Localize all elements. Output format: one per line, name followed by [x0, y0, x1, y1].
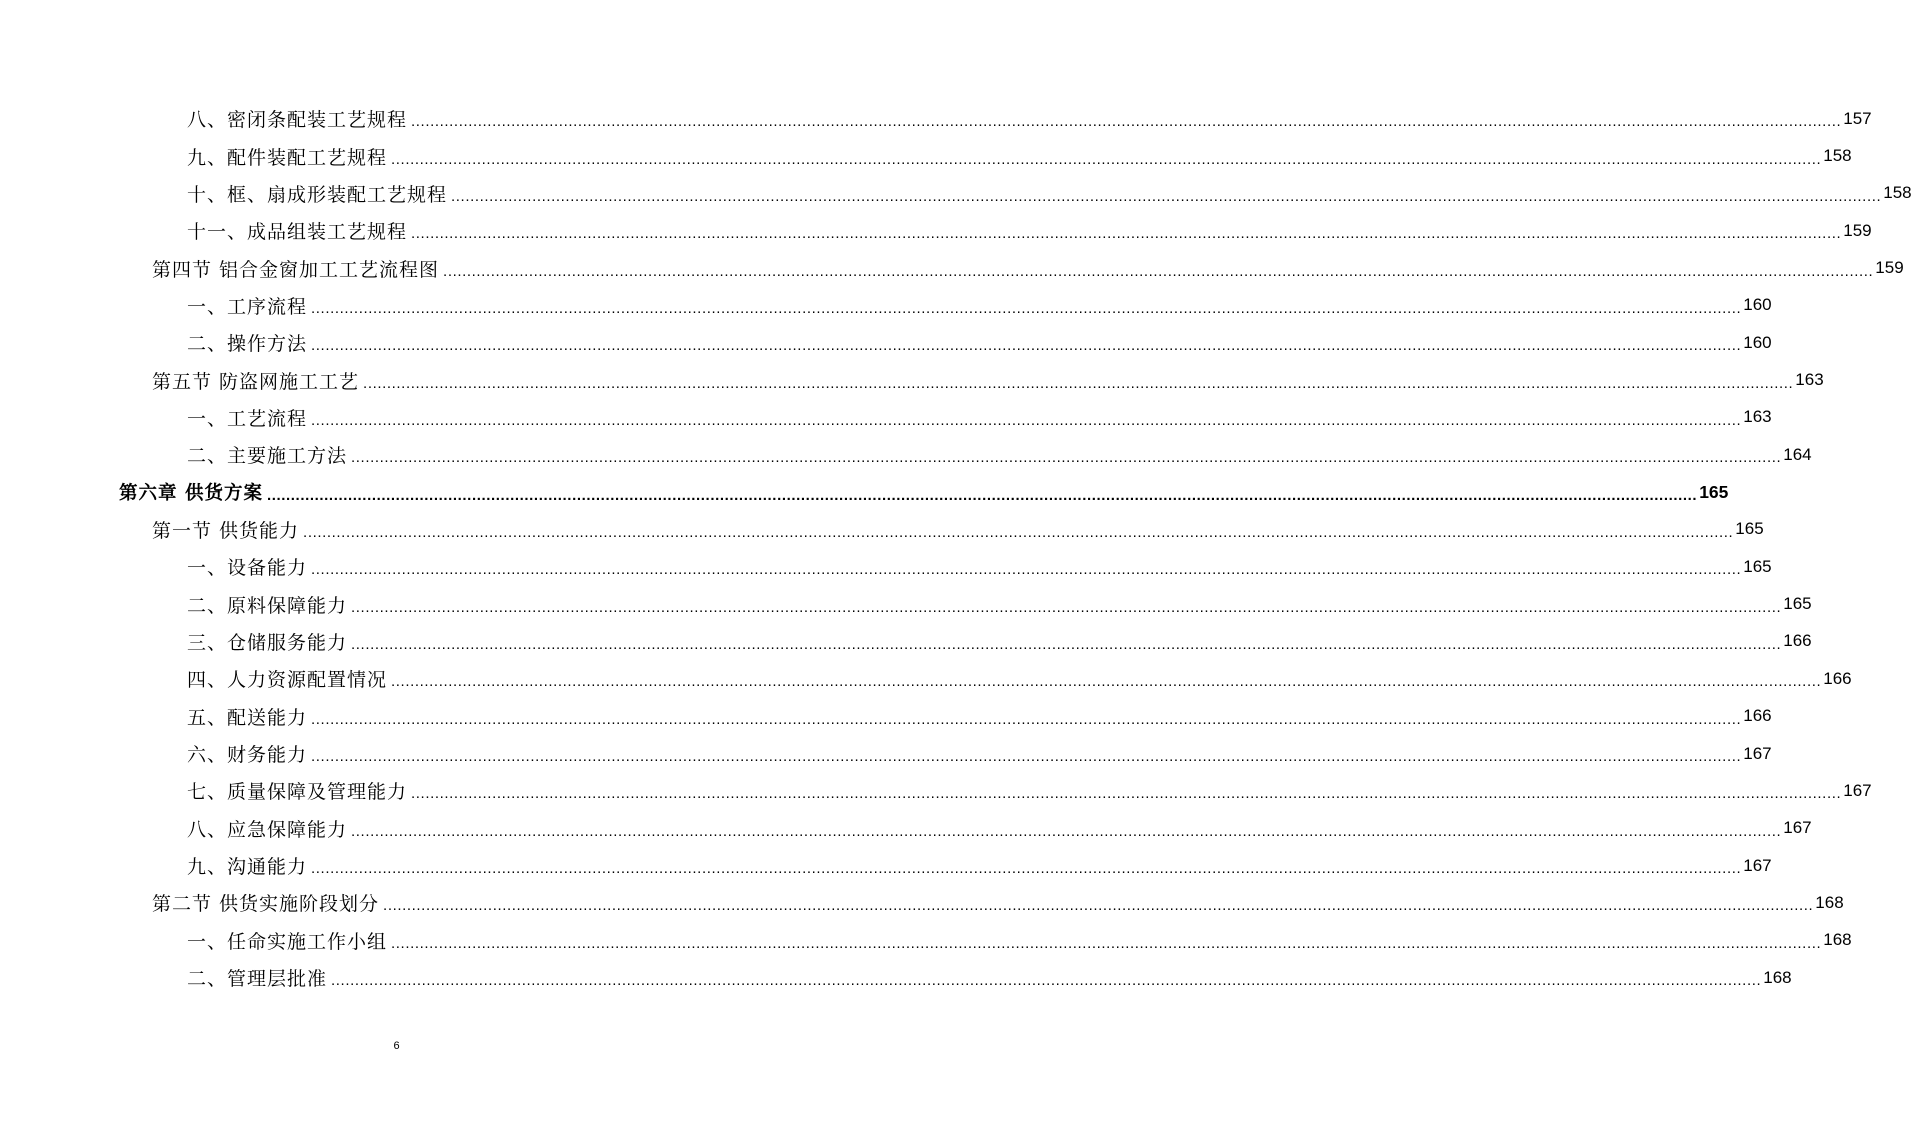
- toc-entry[interactable]: [0, 623, 1812, 660]
- toc-entry-title: 二、主要施工方法: [187, 445, 348, 468]
- toc-entry-page: 165: [1699, 481, 1729, 502]
- toc-dot-leader: ............................................................................................................................................................................................................................................................................................................: [266, 486, 1698, 504]
- toc-dot-leader: ............................................................................................................................................................................................................................................................................................................: [411, 113, 1842, 131]
- toc-dot-leader: ............................................................................................................................................................................................................................................................................................................: [351, 822, 1782, 840]
- toc-dot-leader: ............................................................................................................................................................................................................................................................................................................: [351, 449, 1782, 467]
- toc-entry-title: 四、人力资源配置情况: [187, 669, 388, 692]
- toc-entry-page: 167: [1743, 743, 1772, 763]
- toc-entry-page: 167: [1743, 855, 1772, 875]
- toc-dot-leader: ............................................................................................................................................................................................................................................................................................................: [451, 187, 1882, 205]
- toc-entry[interactable]: [0, 548, 1772, 585]
- toc-entry-page: 165: [1783, 594, 1812, 614]
- toc-entry-page: 167: [1843, 780, 1872, 800]
- toc-entry-title: 第四节 铝合金窗加工工艺流程图: [152, 258, 440, 281]
- page-number: 6: [393, 1040, 400, 1052]
- toc-entry-title: 八、密闭条配装工艺规程: [187, 109, 408, 132]
- toc-entry-page: 163: [1743, 407, 1772, 427]
- toc-dot-leader: ............................................................................................................................................................................................................................................................................................................: [363, 374, 1794, 392]
- toc-entry[interactable]: [0, 585, 1812, 622]
- toc-dot-leader: ............................................................................................................................................................................................................................................................................................................: [391, 934, 1822, 952]
- toc-entry-title: 一、工艺流程: [187, 407, 308, 430]
- toc-entry-page: 164: [1783, 444, 1812, 464]
- toc-entry-page: 167: [1783, 818, 1812, 838]
- toc-entry[interactable]: [0, 810, 1812, 847]
- toc-entry-title: 九、沟通能力: [187, 856, 308, 879]
- toc-dot-leader: ............................................................................................................................................................................................................................................................................................................: [311, 710, 1742, 728]
- table-of-contents: [0, 100, 1912, 996]
- toc-entry[interactable]: [0, 511, 1764, 548]
- toc-dot-leader: ............................................................................................................................................................................................................................................................................................................: [331, 972, 1762, 990]
- toc-entry-page: 158: [1883, 183, 1912, 203]
- toc-entry[interactable]: [0, 847, 1772, 884]
- toc-entry-title: 第六章 供货方案: [119, 483, 263, 505]
- toc-entry-title: 九、配件装配工艺规程: [187, 146, 388, 169]
- toc-dot-leader: ............................................................................................................................................................................................................................................................................................................: [311, 299, 1742, 317]
- toc-entry[interactable]: [0, 212, 1872, 249]
- toc-entry-page: 166: [1743, 706, 1772, 726]
- toc-entry-page: 168: [1763, 967, 1792, 987]
- toc-entry-page: 160: [1743, 295, 1772, 315]
- toc-entry-page: 168: [1815, 892, 1844, 912]
- toc-dot-leader: ............................................................................................................................................................................................................................................................................................................: [391, 150, 1822, 168]
- toc-entry-page: 163: [1795, 370, 1824, 390]
- toc-dot-leader: ............................................................................................................................................................................................................................................................................................................: [391, 673, 1822, 691]
- toc-entry[interactable]: [0, 287, 1772, 324]
- toc-dot-leader: ............................................................................................................................................................................................................................................................................................................: [311, 411, 1742, 429]
- toc-entry-page: 166: [1823, 668, 1852, 688]
- toc-entry[interactable]: [0, 436, 1812, 473]
- toc-dot-leader: ............................................................................................................................................................................................................................................................................................................: [411, 225, 1842, 243]
- toc-entry[interactable]: [0, 100, 1872, 137]
- toc-dot-leader: ............................................................................................................................................................................................................................................................................................................: [303, 523, 1734, 541]
- toc-entry-title: 一、设备能力: [187, 557, 308, 580]
- toc-entry[interactable]: [0, 884, 1844, 921]
- toc-entry-page: 165: [1735, 519, 1764, 539]
- toc-entry[interactable]: [0, 698, 1772, 735]
- toc-dot-leader: ............................................................................................................................................................................................................................................................................................................: [351, 598, 1782, 616]
- toc-entry-title: 十一、成品组装工艺规程: [187, 221, 408, 244]
- toc-dot-leader: ............................................................................................................................................................................................................................................................................................................: [311, 337, 1742, 355]
- toc-entry-page: 160: [1743, 332, 1772, 352]
- toc-dot-leader: ............................................................................................................................................................................................................................................................................................................: [311, 748, 1742, 766]
- toc-entry-title: 第二节 供货实施阶段划分: [152, 893, 380, 916]
- toc-entry-title: 三、仓储服务能力: [187, 631, 348, 654]
- toc-entry[interactable]: [0, 137, 1852, 174]
- toc-dot-leader: ............................................................................................................................................................................................................................................................................................................: [443, 262, 1874, 280]
- toc-entry-title: 一、工序流程: [187, 295, 308, 318]
- toc-entry-page: 159: [1875, 258, 1904, 278]
- toc-entry-title: 二、操作方法: [187, 333, 308, 356]
- toc-entry[interactable]: [0, 249, 1904, 286]
- toc-entry[interactable]: [0, 922, 1852, 959]
- toc-entry-title: 六、财务能力: [187, 744, 308, 767]
- toc-entry[interactable]: [0, 735, 1772, 772]
- toc-entry-title: 第五节 防盗网施工工艺: [152, 370, 360, 393]
- toc-entry-title: 第一节 供货能力: [152, 519, 300, 542]
- toc-entry[interactable]: [0, 399, 1772, 436]
- toc-entry-title: 十、框、扇成形装配工艺规程: [187, 183, 448, 206]
- toc-entry[interactable]: [0, 959, 1792, 996]
- toc-entry-title: 二、原料保障能力: [187, 594, 348, 617]
- toc-dot-leader: ............................................................................................................................................................................................................................................................................................................: [351, 635, 1782, 653]
- toc-entry-title: 一、任命实施工作小组: [187, 930, 388, 953]
- toc-entry-title: 七、质量保障及管理能力: [187, 781, 408, 804]
- toc-entry[interactable]: [0, 660, 1852, 697]
- toc-entry-page: 159: [1843, 220, 1872, 240]
- toc-entry-title: 八、应急保障能力: [187, 818, 348, 841]
- toc-entry[interactable]: [0, 473, 1729, 510]
- toc-dot-leader: ............................................................................................................................................................................................................................................................................................................: [411, 785, 1842, 803]
- toc-entry-page: 158: [1823, 146, 1852, 166]
- toc-dot-leader: ............................................................................................................................................................................................................................................................................................................: [383, 897, 1814, 915]
- toc-dot-leader: ............................................................................................................................................................................................................................................................................................................: [311, 860, 1742, 878]
- toc-entry[interactable]: [0, 361, 1824, 398]
- toc-entry-title: 二、管理层批准: [187, 968, 328, 991]
- toc-dot-leader: ............................................................................................................................................................................................................................................................................................................: [311, 561, 1742, 579]
- toc-entry-title: 五、配送能力: [187, 706, 308, 729]
- toc-entry-page: 165: [1743, 556, 1772, 576]
- toc-entry[interactable]: [0, 324, 1772, 361]
- toc-entry[interactable]: [0, 772, 1872, 809]
- toc-entry-page: 157: [1843, 108, 1872, 128]
- toc-entry[interactable]: [0, 175, 1912, 212]
- toc-entry-page: 168: [1823, 930, 1852, 950]
- toc-entry-page: 166: [1783, 631, 1812, 651]
